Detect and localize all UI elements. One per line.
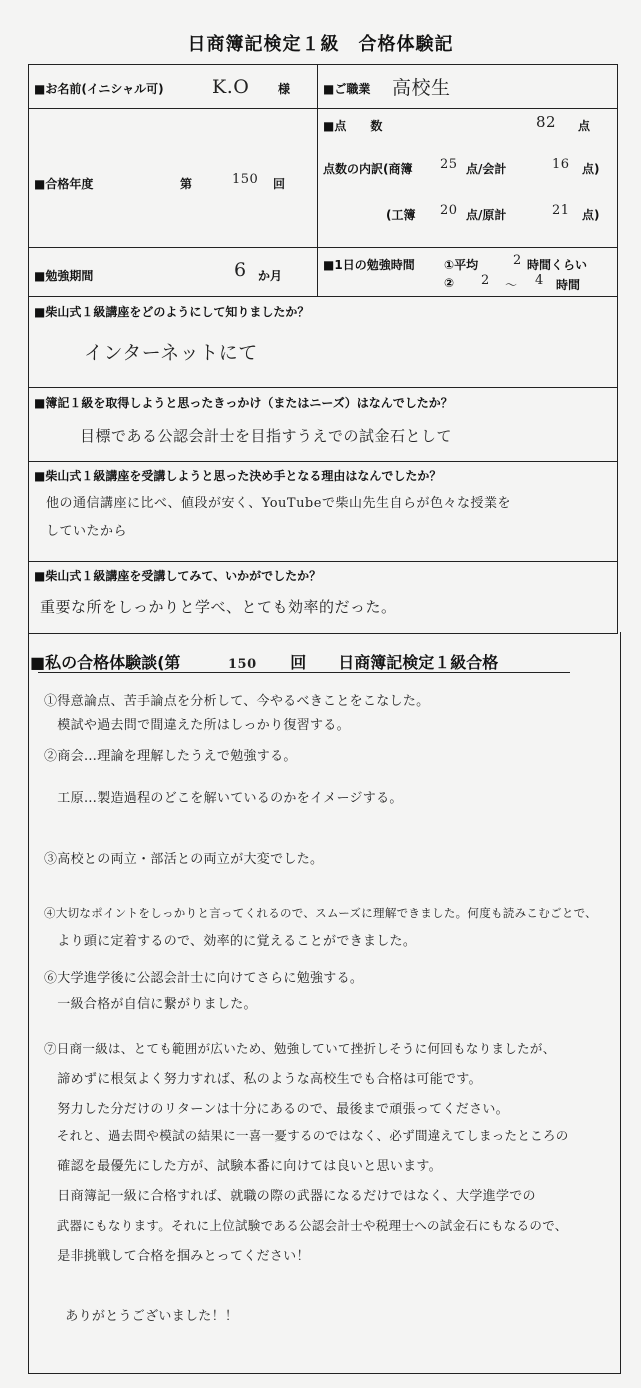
job-label: ■ご職業 bbox=[323, 82, 371, 96]
story-line-10: ⑦日商一級は、とても範囲が広いため、勉強していて挫折しそうに何回もなりましたが、 bbox=[44, 1041, 556, 1056]
story-line-18: ありがとうございました！！ bbox=[52, 1309, 239, 1324]
genkei-unit: 点) bbox=[582, 208, 600, 222]
story-heading-underline bbox=[38, 672, 570, 673]
story-heading-number: 150 bbox=[228, 657, 257, 672]
score-unit: 点 bbox=[578, 119, 591, 133]
kobo-label: (工簿 bbox=[386, 208, 416, 222]
form-divider bbox=[28, 247, 618, 248]
page-title: 日商簿記検定１級 合格体験記 bbox=[187, 34, 454, 55]
story-heading-suffix: 回 日商簿記検定１級合格 bbox=[290, 653, 499, 672]
story-line-2: 模試や過去問で間違えた所はしっかり復習する。 bbox=[44, 718, 350, 733]
breakdown-label: 点数の内訳(商簿 bbox=[323, 162, 413, 176]
pass-year-prefix: 第 bbox=[180, 177, 193, 191]
daily-avg-label: ①平均 bbox=[444, 258, 479, 272]
story-line-16: 武器にもなります。それに上位試験である公認会計士や税理士への試金石にもなるので、 bbox=[44, 1218, 568, 1233]
daily-range-from: 2 bbox=[481, 273, 490, 288]
story-line-9: 一級合格が自信に繋がりました。 bbox=[44, 997, 257, 1012]
form-divider bbox=[28, 296, 618, 297]
form-divider bbox=[28, 108, 618, 109]
pass-year-value: 150 bbox=[232, 172, 259, 187]
kobo-unit: 点/原計 bbox=[466, 208, 507, 222]
q3-answer-line-1: 他の通信講座に比べ、値段が安く、YouTubeで柴山先生自らが色々な授業を bbox=[46, 496, 511, 511]
pass-year-label: ■合格年度 bbox=[34, 177, 94, 191]
name-value: K.O bbox=[212, 76, 250, 98]
genkei-score: 21 bbox=[552, 203, 570, 218]
daily-avg: 2 bbox=[513, 253, 522, 268]
form-divider bbox=[28, 461, 618, 462]
q3-answer-line-2: していたから bbox=[46, 524, 128, 539]
daily-range-label: ② bbox=[444, 276, 455, 290]
job-value: 高校生 bbox=[392, 77, 451, 99]
story-line-5: ③高校との両立・部活との両立が大変でした。 bbox=[44, 852, 324, 867]
story-heading-prefix: ■私の合格体験談(第 bbox=[30, 653, 181, 672]
story-line-12: 努力した分だけのリターンは十分にあるので、最後まで頑張ってください。 bbox=[44, 1102, 509, 1117]
q2-label: ■簿記１級を取得しようと思ったきっかけ（またはニーズ）はなんでしたか？ bbox=[34, 396, 453, 410]
form-divider bbox=[317, 64, 318, 296]
daily-range-to: 4 bbox=[535, 273, 544, 288]
study-period-unit: か月 bbox=[258, 269, 283, 283]
story-line-3: ②商会…理論を理解したうえで勉強する。 bbox=[44, 749, 297, 764]
kobo-score: 20 bbox=[440, 203, 458, 218]
story-line-13: それと、過去問や模試の結果に一喜一憂するのではなく、必ず間違えてしまったところの bbox=[44, 1128, 569, 1143]
study-period-label: ■勉強期間 bbox=[34, 269, 94, 283]
pass-year-suffix: 回 bbox=[273, 177, 286, 191]
story-line-11: 諦めずに根気よく努力すれば、私のような高校生でも合格は可能です。 bbox=[44, 1072, 482, 1087]
q3-label: ■柴山式１級講座を受講しようと思った決め手となる理由はなんでしたか？ bbox=[34, 469, 442, 483]
kaikei-unit: 点) bbox=[582, 162, 600, 176]
q4-answer: 重要な所をしっかりと学べ、とても効率的だった。 bbox=[40, 598, 397, 616]
score-label: ■点 数 bbox=[323, 119, 383, 133]
name-suffix: 様 bbox=[278, 82, 291, 96]
q2-answer: 目標である公認会計士を目指すうえでの試金石として bbox=[80, 427, 453, 445]
story-line-1: ①得意論点、苦手論点を分析して、今やるべきことをこなした。 bbox=[44, 694, 430, 709]
name-label: ■お名前(イニシャル可) bbox=[34, 82, 164, 96]
form-divider bbox=[28, 561, 618, 562]
story-line-15: 日商簿記一級に合格すれば、就職の際の武器になるだけではなく、大学進学での bbox=[44, 1189, 536, 1204]
q1-answer: インターネットにて bbox=[84, 342, 258, 364]
shobo-unit: 点/会計 bbox=[466, 162, 507, 176]
kaikei-score: 16 bbox=[552, 157, 570, 172]
form-divider bbox=[28, 387, 618, 388]
story-line-4: 工原…製造過程のどこを解いているのかをイメージする。 bbox=[44, 791, 403, 806]
q1-label: ■柴山式１級講座をどのようにして知りましたか？ bbox=[34, 305, 310, 319]
score-total: 82 bbox=[536, 113, 557, 131]
study-period-value: 6 bbox=[234, 259, 247, 281]
daily-label: ■1日の勉強時間 bbox=[323, 258, 415, 272]
daily-avg-unit: 時間くらい bbox=[527, 258, 588, 272]
story-line-14: 確認を最優先にした方が、試験本番に向けては良いと思います。 bbox=[44, 1159, 442, 1174]
shobo-score: 25 bbox=[440, 157, 458, 172]
story-line-6: ④大切なポイントをしっかりと言ってくれるので、スムーズに理解できました。何度も読みこむごとで、 bbox=[44, 906, 597, 920]
story-line-8: ⑥大学進学後に公認会計士に向けてさらに勉強する。 bbox=[44, 971, 364, 986]
story-heading bbox=[30, 650, 498, 673]
story-line-17: 是非挑戦して合格を掴みとってください！ bbox=[44, 1249, 310, 1264]
daily-range-tilde: ～ bbox=[505, 278, 518, 292]
q4-label: ■柴山式１級講座を受講してみて、いかがでしたか？ bbox=[34, 569, 322, 583]
daily-range-unit: 時間 bbox=[556, 278, 581, 292]
story-line-7: より頭に定着するので、効率的に覚えることができました。 bbox=[44, 934, 417, 949]
